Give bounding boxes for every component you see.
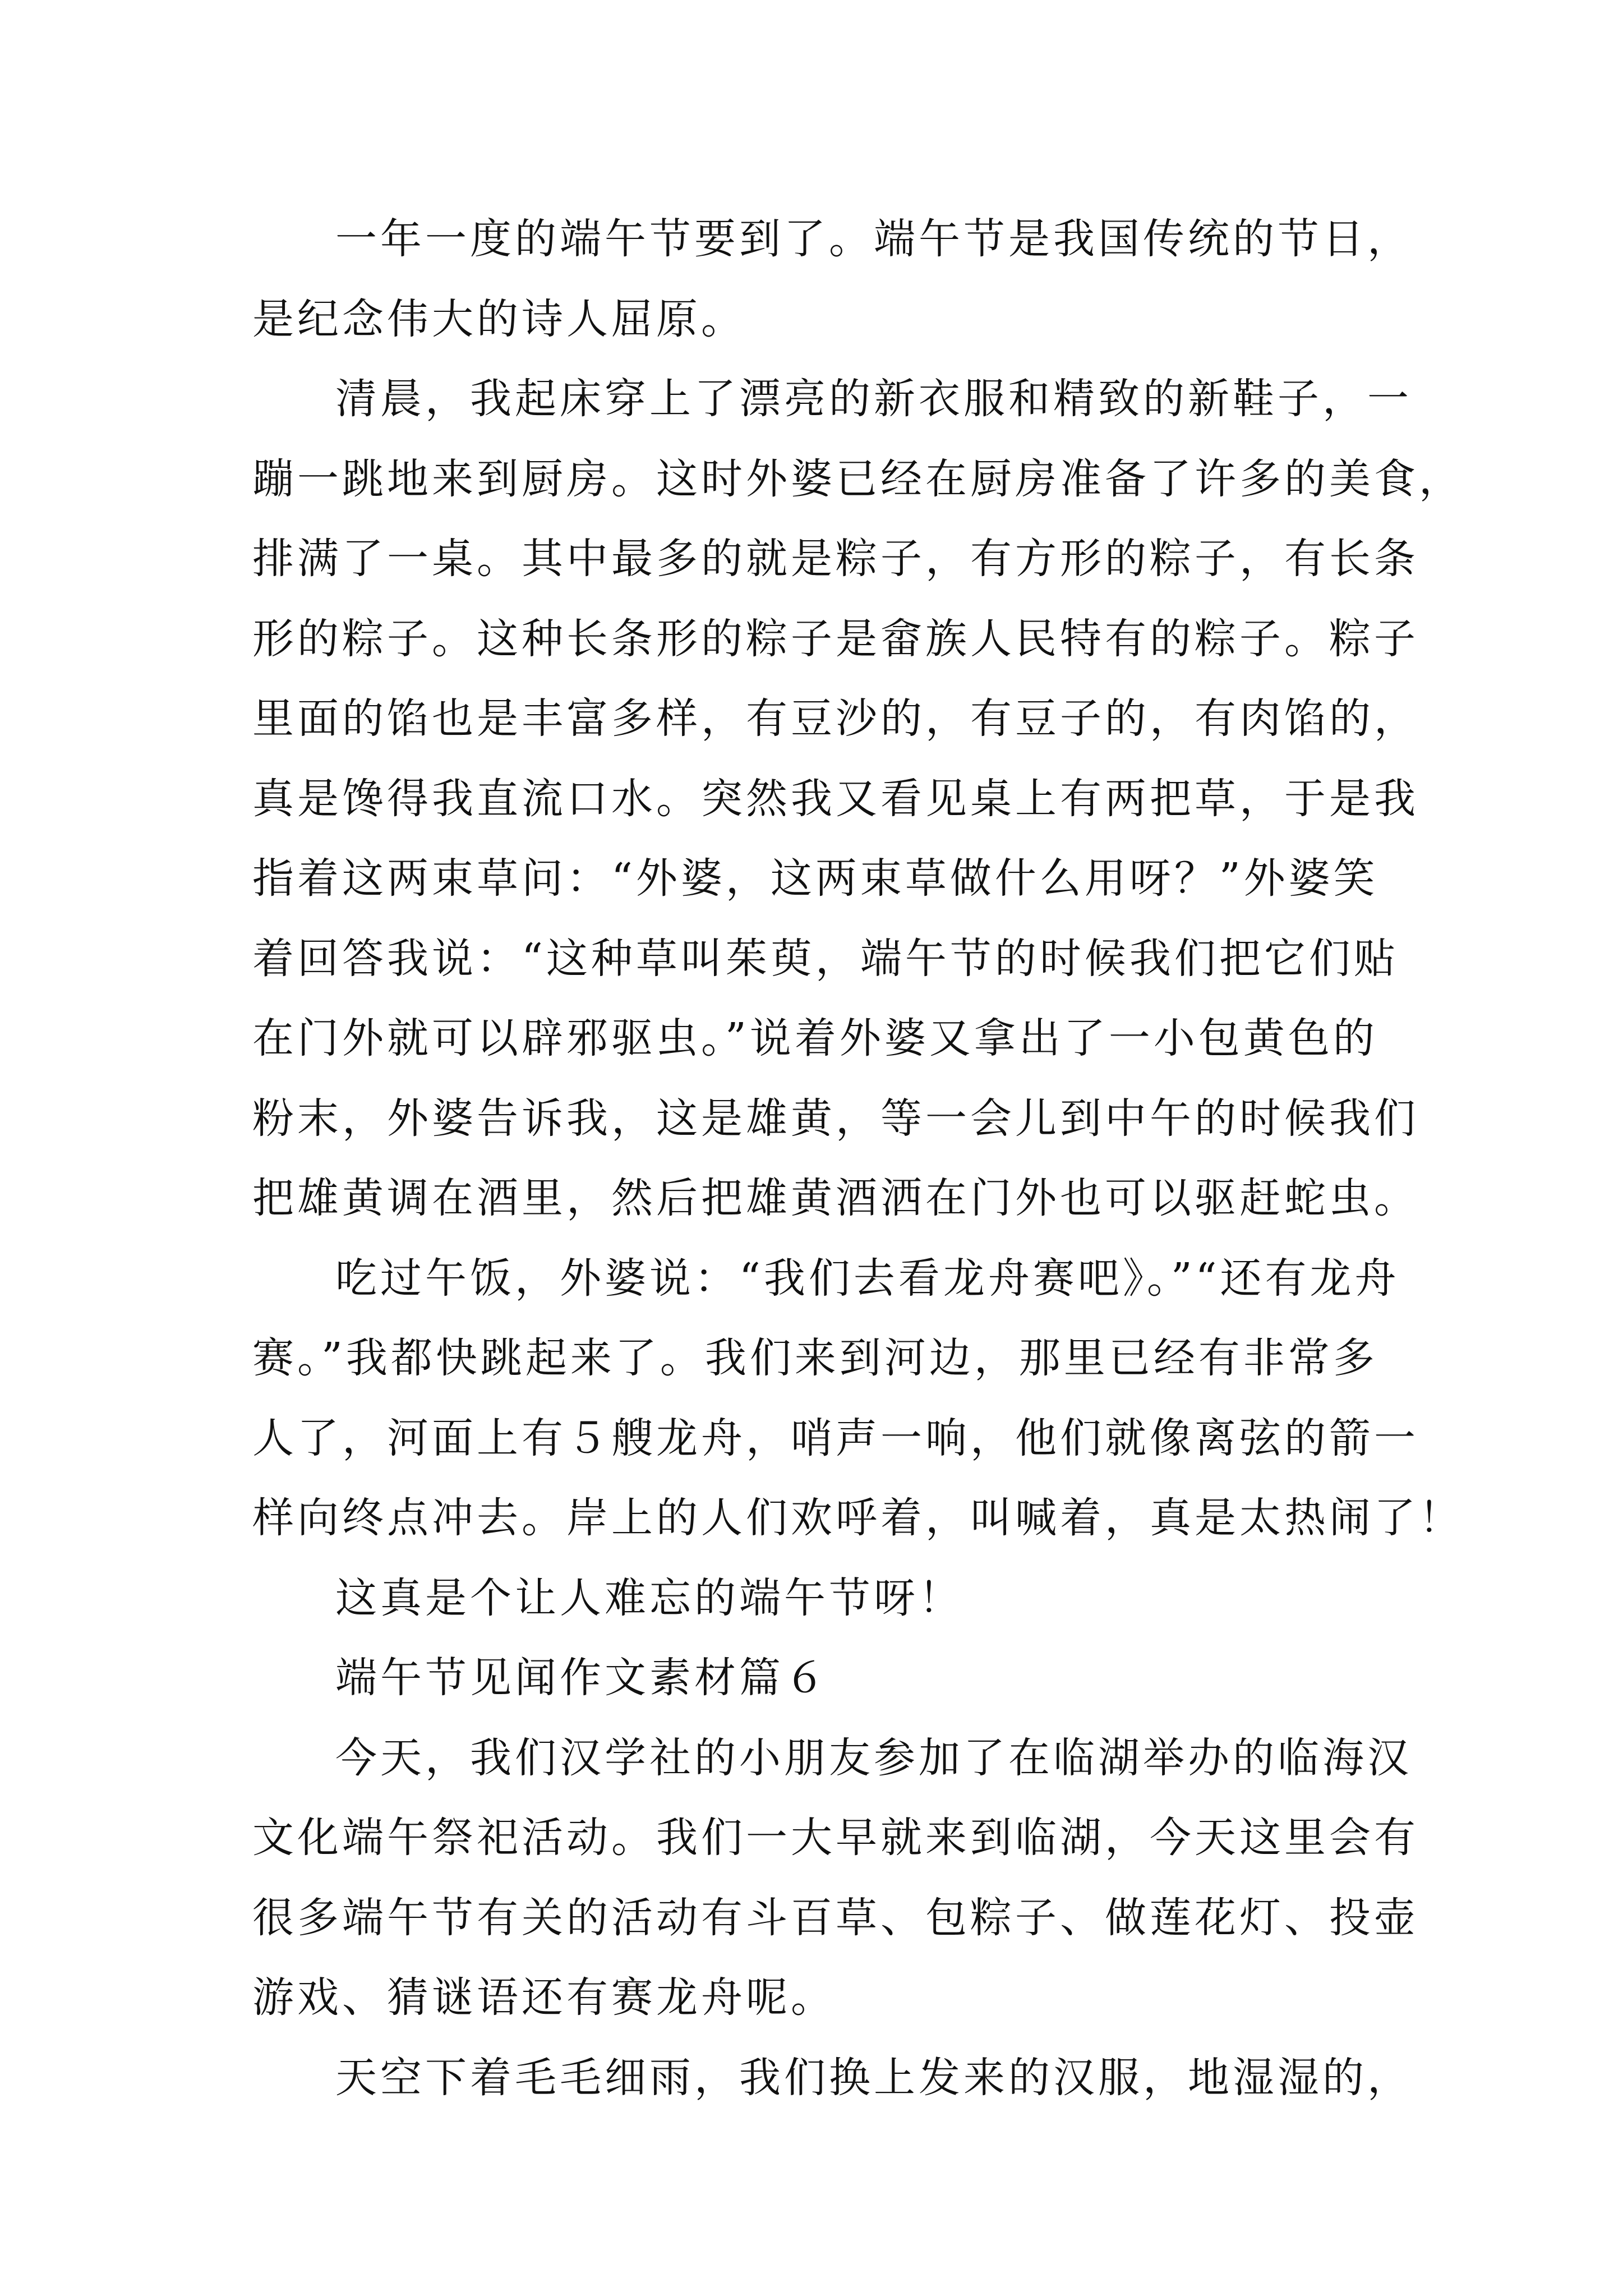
- text-line: 文化端午祭祀活动。我们一大早就来到临湖，今天这里会有: [252, 1814, 1419, 1862]
- text-line: 指着这两束草问：“外婆，这两束草做什么用呀？”外婆笑: [252, 854, 1378, 903]
- text-line: 把雄黄调在酒里，然后把雄黄酒洒在门外也可以驱赶蛇虫。: [252, 1174, 1419, 1222]
- text-line: 今天，我们汉学社的小朋友参加了在临湖举办的临海汉: [335, 1733, 1412, 1782]
- text-line: 人了，河面上有５艘龙舟，哨声一响，他们就像离弦的箭一: [252, 1414, 1419, 1462]
- text-line: 排满了一桌。其中最多的就是粽子，有方形的粽子，有长条: [252, 535, 1419, 583]
- document-body: [252, 199, 1464, 2118]
- text-line: 在门外就可以辟邪驱虫。”说着外婆又拿出了一小包黄色的: [252, 1014, 1378, 1062]
- text-line: 一年一度的端午节要到了。端午节是我国传统的节日，: [335, 215, 1412, 263]
- section-heading: 端午节见闻作文素材篇６: [335, 1654, 829, 1702]
- text-line: 粉末，外婆告诉我，这是雄黄，等一会儿到中午的时候我们: [252, 1094, 1419, 1143]
- text-line: 蹦一跳地来到厨房。这时外婆已经在厨房准备了许多的美食，: [252, 454, 1464, 503]
- text-line: 样向终点冲去。岸上的人们欢呼着，叫喊着，真是太热闹了！: [252, 1494, 1464, 1542]
- text-line: 是纪念伟大的诗人屈原。: [252, 295, 746, 343]
- text-line: 形的粽子。这种长条形的粽子是畲族人民特有的粽子。粽子: [252, 614, 1419, 663]
- text-line: 很多端午节有关的活动有斗百草、包粽子、做莲花灯、投壶: [252, 1893, 1419, 1942]
- text-line: 里面的馅也是丰富多样，有豆沙的，有豆子的，有肉馅的，: [252, 694, 1419, 743]
- text-line: 真是馋得我直流口水。突然我又看见桌上有两把草，于是我: [252, 774, 1419, 823]
- text-line: 清晨，我起床穿上了漂亮的新衣服和精致的新鞋子，一: [335, 375, 1412, 423]
- text-line: 游戏、猜谜语还有赛龙舟呢。: [252, 1973, 836, 2022]
- text-line: 赛。”我都快跳起来了。我们来到河边，那里已经有非常多: [252, 1334, 1378, 1382]
- text-line: 着回答我说：“这种草叫茱萸，端午节的时候我们把它们贴: [252, 934, 1399, 983]
- text-line: 吃过午饭，外婆说：“我们去看龙舟赛吧》。”“还有龙舟: [335, 1254, 1400, 1303]
- text-line: 天空下着毛毛细雨，我们换上发来的汉服，地湿湿的，: [335, 2053, 1412, 2102]
- text-line: 这真是个让人难忘的端午节呀！: [335, 1573, 963, 1622]
